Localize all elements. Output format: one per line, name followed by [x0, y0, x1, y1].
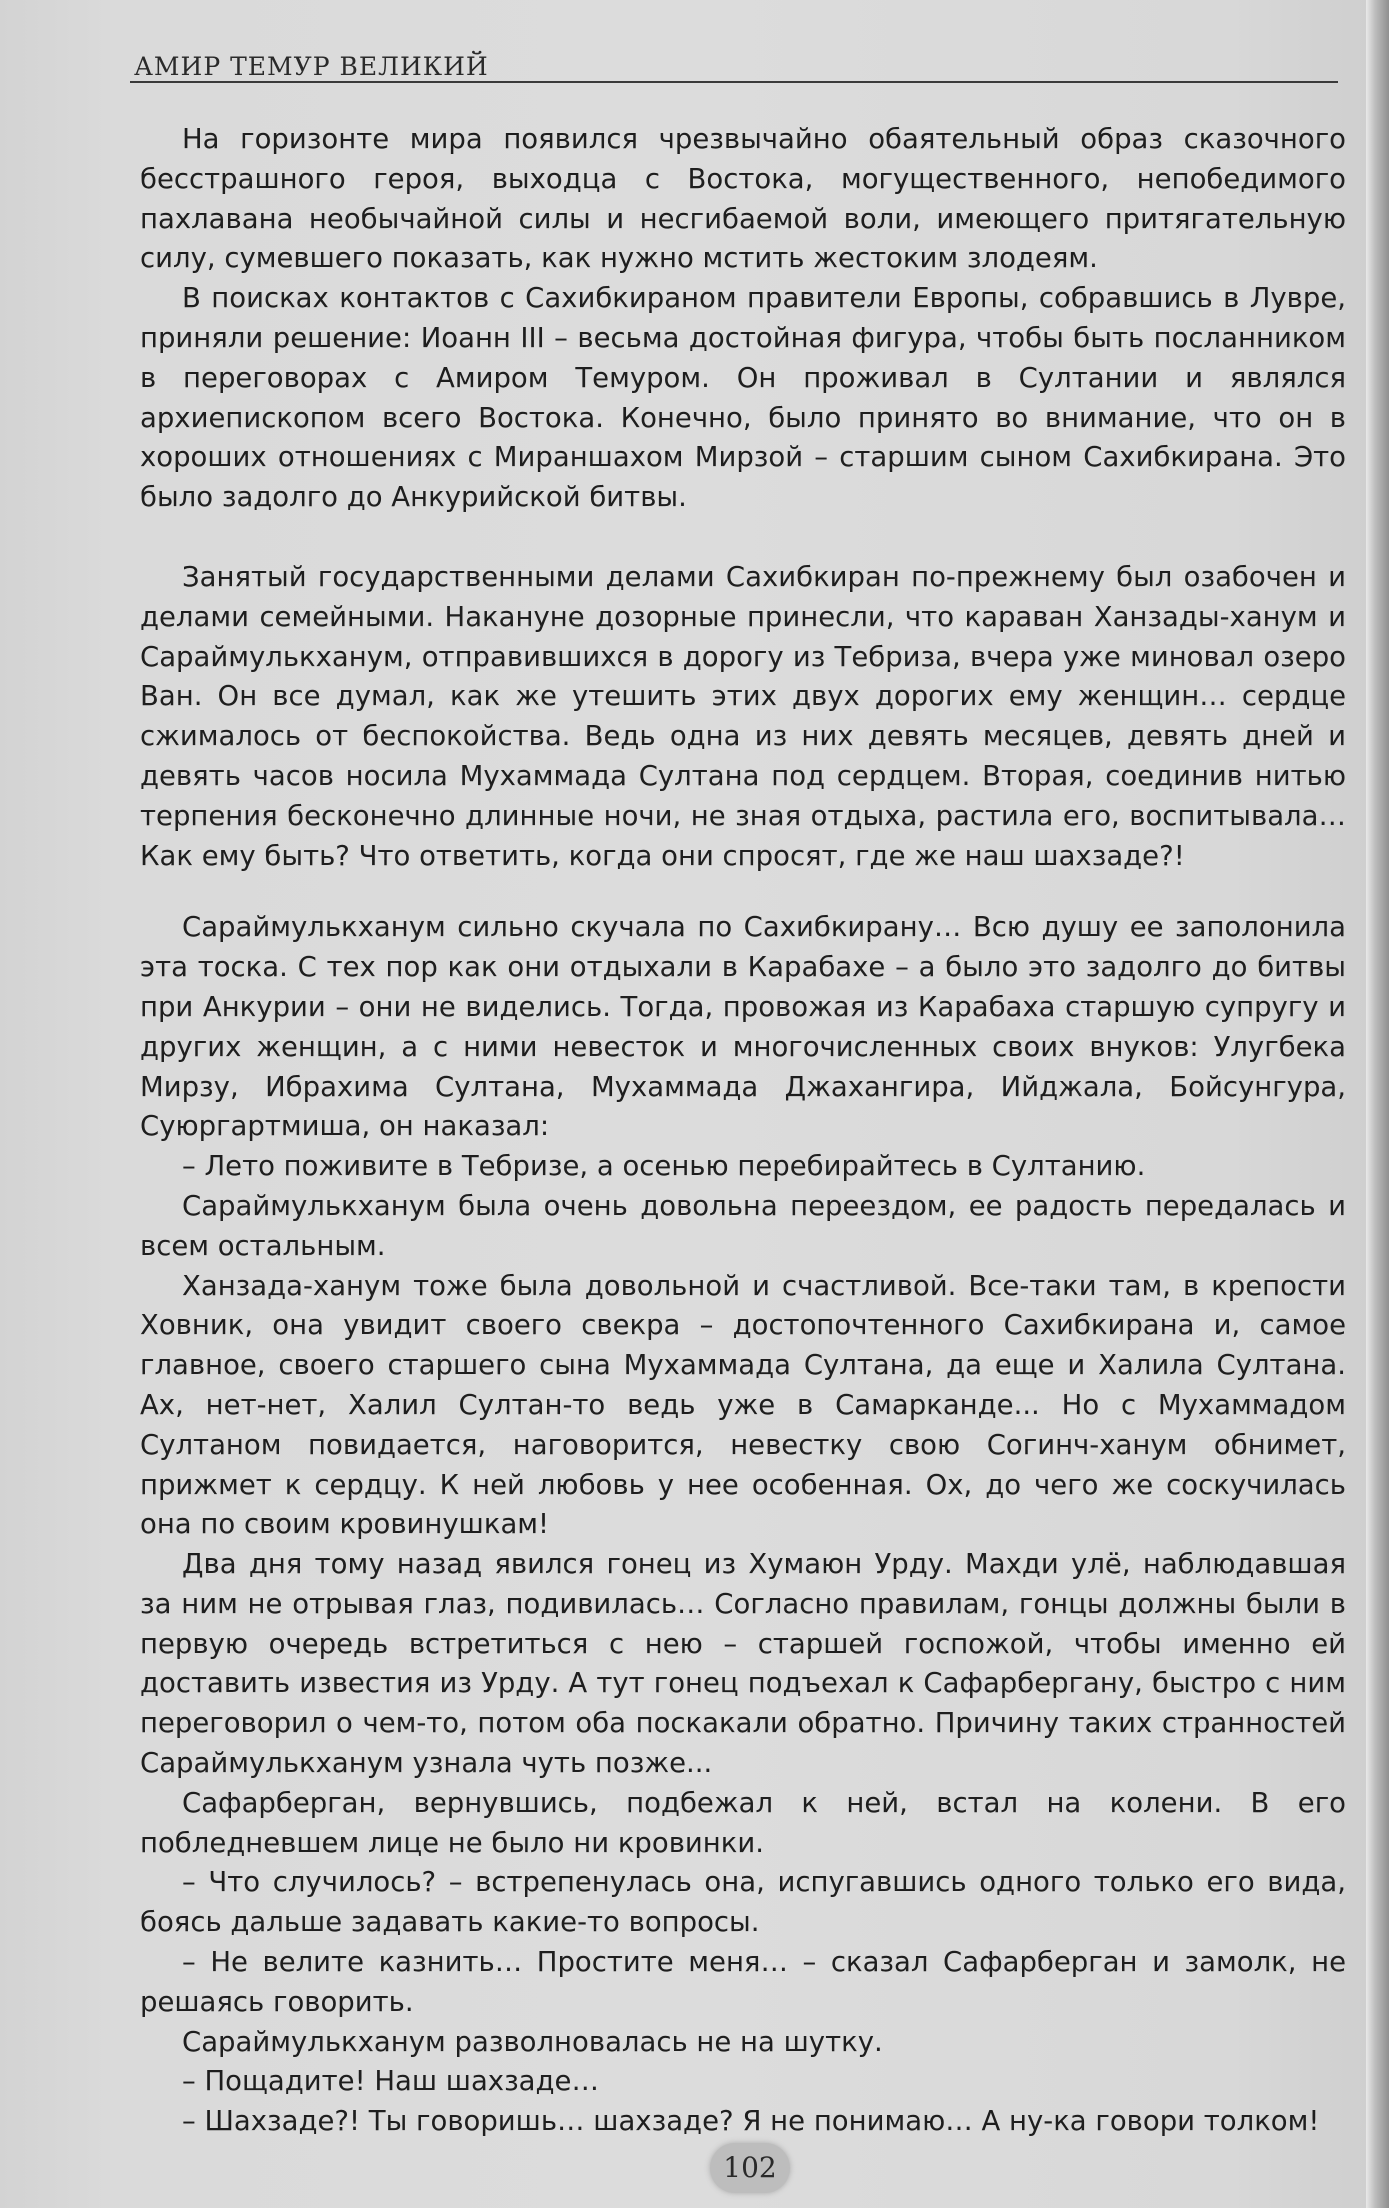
paragraph: Занятый государственными делами Сахибкиран по-прежнему был озабочен и делами семейными. Накануне дозорные принесли, что караван Ханзады-ханум и Сараймулькханум, отправившихся в дорогу из Тебриза, вчера уже миновал озеро Ван. Он все думал, как же утешить этих двух дорогих ему женщин… сердце сжималось от беспокойства. Ведь одна из них девять месяцев, девять дней и девять часов носила Мухаммада Султана под сердцем. Вторая, соединив нитью терпения бесконечно длинные ночи, не зная отдыха, растила его, воспитывала… Как ему быть? Что ответить, когда они спросят, где же наш шахзаде?!	[140, 560, 1346, 872]
running-header: АМИР ТЕМУР ВЕЛИКИЙ	[134, 52, 489, 81]
paragraph: Сараймулькханум была очень довольна переездом, ее радость передалась и всем остальным.	[140, 1189, 1346, 1262]
dialogue-line: – Пощадите! Наш шахзаде…	[182, 2065, 599, 2098]
paragraph: Сараймулькханум разволновалась не на шутку.	[182, 2025, 883, 2058]
paragraph: Сараймулькханум сильно скучала по Сахибкирану… Всю душу ее заполонила эта тоска. С тех пор как они отдыхали в Карабахе – а было это задолго до битвы при Анкурии – они не виделись. Тогда, провожая из Карабаха старшую супругу и других женщин, а с ними невесток и многочисленных своих внуков: Улугбека Мирзу, Ибрахима Султана, Мухаммада Джахангира, Ийджала, Бойсунгура, Суюргартмиша, он наказал:	[140, 911, 1346, 1143]
body-text	[140, 120, 1346, 2142]
page-edge-shadow	[1366, 0, 1389, 2208]
paragraph: Сафарберган, вернувшись, подбежал к ней, встал на колени. В его побледневшем лице не было ни кровинки.	[140, 1786, 1346, 1859]
dialogue-line: – Шахзаде?! Ты говоришь… шахзаде? Я не понимаю… А ну-ка говори толком!	[182, 2105, 1320, 2138]
header-rule	[130, 81, 1338, 83]
page-number: 102	[710, 2143, 790, 2193]
paragraph: Ханзада-ханум тоже была довольной и счастливой. Все-таки там, в крепости Ховник, она увидит своего свекра – достопочтенного Сахибкирана и, самое главное, своего старшего сына Мухаммада Султана, да еще и Халила Султана. Ах, нет-нет, Халил Султан-то ведь уже в Самарканде... Но с Мухаммадом Султаном повидается, наговорится, невестку свою Согинч-ханум обнимет, прижмет к сердцу. К ней любовь у нее особенная. Ох, до чего же соскучилась она по своим кровинушкам!	[140, 1269, 1346, 1541]
paragraph: В поисках контактов с Сахибкираном правители Европы, собравшись в Лувре, приняли решение: Иоанн III – весьма достойная фигура, чтобы быть посланником в переговорах с Амиром Темуром. Он проживал в Султании и являлся архиепископом всего Востока. Конечно, было принято во внимание, что он в хороших отношениях с Мираншахом Мирзой – старшим сыном Сахибкирана. Это было задолго до Анкурийской битвы.	[140, 282, 1346, 514]
dialogue-line: – Что случилось? – встрепенулась она, испугавшись одного только его вида, боясь дальше задавать какие-то вопросы.	[140, 1866, 1346, 1939]
dialogue-line: – Лето поживите в Тебризе, а осенью перебирайтесь в Султанию.	[182, 1150, 1146, 1183]
dialogue-line: – Не велите казнить… Простите меня… – сказал Сафарберган и замолк, не решаясь говорить.	[140, 1946, 1346, 2018]
paragraph: Два дня тому назад явился гонец из Хумаюн Урду. Махди улё, наблюдавшая за ним не отрывая глаз, подивилась… Согласно правилам, гонцы должны были в первую очередь встретиться с нею – старшей госпожой, чтобы именно ей доставить известия из Урду. А тут гонец подъехал к Сафарбергану, быстро с ним переговорил о чем-то, потом оба поскакали обратно. Причину таких странностей Сараймулькханум узнала чуть позже...	[140, 1548, 1346, 1780]
paragraph: На горизонте мира появился чрезвычайно обаятельный образ сказочного бесстрашного героя, выходца с Востока, могущественного, непобедимого пахлавана необычайной силы и несгибаемой воли, имеющего притягательную силу, сумевшего показать, как нужно мстить жестоким злодеям.	[140, 123, 1346, 275]
